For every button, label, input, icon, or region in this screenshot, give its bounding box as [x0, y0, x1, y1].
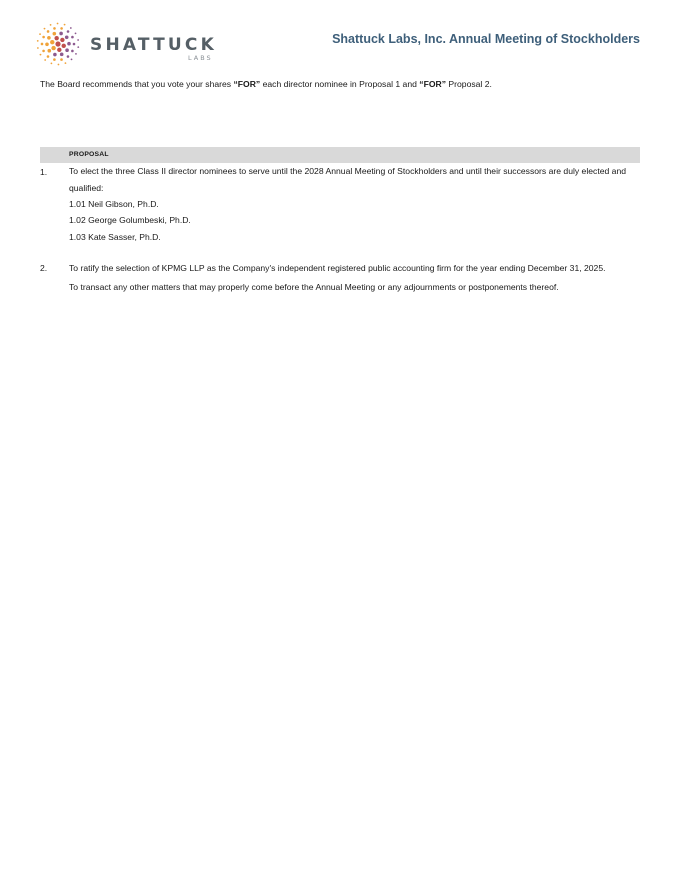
logo-dot	[53, 58, 56, 61]
logo-dot	[65, 35, 69, 39]
logo-dot	[67, 55, 70, 58]
logo-dot	[60, 53, 64, 57]
logo-dot	[60, 27, 63, 30]
logo-dot	[57, 23, 59, 25]
logo-dot	[59, 32, 63, 36]
logo-dot	[51, 63, 53, 65]
proposal-2-text: To ratify the selection of KPMG LLP as the Company's independent registered public accounting firm for the year ending December 31, 2025.	[69, 263, 606, 273]
logo-dot	[67, 30, 70, 33]
logo-dot	[67, 42, 71, 46]
logo-dot	[37, 47, 39, 49]
logo-dot	[70, 27, 72, 29]
logo-dot	[60, 38, 64, 42]
other-matters-text: To transact any other matters that may properly come before the Annual Meeting or any adjournments or postponements thereof.	[69, 282, 559, 292]
logo-dot	[47, 30, 50, 33]
proposal-header-label: PROPOSAL	[69, 151, 109, 158]
recommendation-prefix: The Board recommends that you vote your shares	[40, 79, 234, 89]
logo-dot	[60, 58, 63, 61]
board-recommendation	[40, 79, 492, 89]
logo-dot	[75, 32, 77, 34]
logo-dot	[62, 44, 66, 48]
recommendation-for-1: “FOR”	[233, 79, 261, 89]
logo-wordmark: SHATTUCK	[90, 35, 217, 55]
logo-dot	[54, 36, 58, 40]
recommendation-middle: each director nominee in Proposal 1 and	[260, 79, 420, 89]
logo-dot	[53, 53, 57, 57]
logo-dot	[77, 46, 79, 48]
logo-dot	[42, 50, 45, 53]
meeting-title: Shattuck Labs, Inc. Annual Meeting of Stockholders	[332, 32, 640, 46]
logo-dots-icon	[36, 22, 80, 66]
recommendation-suffix: Proposal 2.	[446, 79, 492, 89]
logo-dot	[53, 32, 57, 36]
logo-dot	[71, 50, 74, 53]
proposal-1-number: 1.	[40, 167, 48, 177]
logo-dot	[47, 36, 51, 40]
logo-dot	[71, 59, 73, 61]
logo-dot	[51, 46, 55, 50]
company-logo	[36, 22, 217, 66]
logo-dot	[50, 24, 52, 26]
logo-dot	[57, 48, 61, 52]
logo-dot	[65, 62, 67, 64]
logo-dot	[55, 41, 60, 46]
logo-dot	[64, 24, 66, 26]
logo-dot	[45, 43, 49, 47]
logo-dot	[44, 59, 46, 61]
logo-dot	[65, 48, 69, 52]
proposal-1-text: To elect the three Class II director nominees to serve until the 2028 Annual Meeting of Stockholders and until their successors are duly elected and qualified:	[69, 166, 626, 193]
logo-dot	[50, 40, 54, 44]
logo-dot	[71, 36, 74, 39]
nominee-1: 1.01 Neil Gibson, Ph.D.	[69, 199, 159, 209]
logo-dot	[41, 43, 44, 46]
recommendation-for-2: “FOR”	[419, 79, 447, 89]
logo-dot	[47, 55, 50, 58]
logo-dot	[40, 54, 42, 56]
logo-dot	[77, 39, 79, 41]
nominee-2: 1.02 George Golumbeski, Ph.D.	[69, 215, 191, 225]
logo-dot	[39, 33, 41, 35]
logo-subtext: LABS	[188, 54, 213, 62]
proposal-header-bar	[40, 147, 640, 163]
logo-dot	[75, 53, 77, 55]
logo-dot	[47, 49, 51, 53]
logo-dot	[42, 36, 45, 39]
logo-dot	[73, 43, 76, 46]
logo-dot	[53, 27, 56, 30]
proposal-2-number: 2.	[40, 263, 48, 273]
logo-dot	[44, 28, 46, 30]
logo-dot	[58, 64, 60, 66]
nominee-3: 1.03 Kate Sasser, Ph.D.	[69, 232, 161, 242]
logo-dot	[37, 40, 39, 42]
